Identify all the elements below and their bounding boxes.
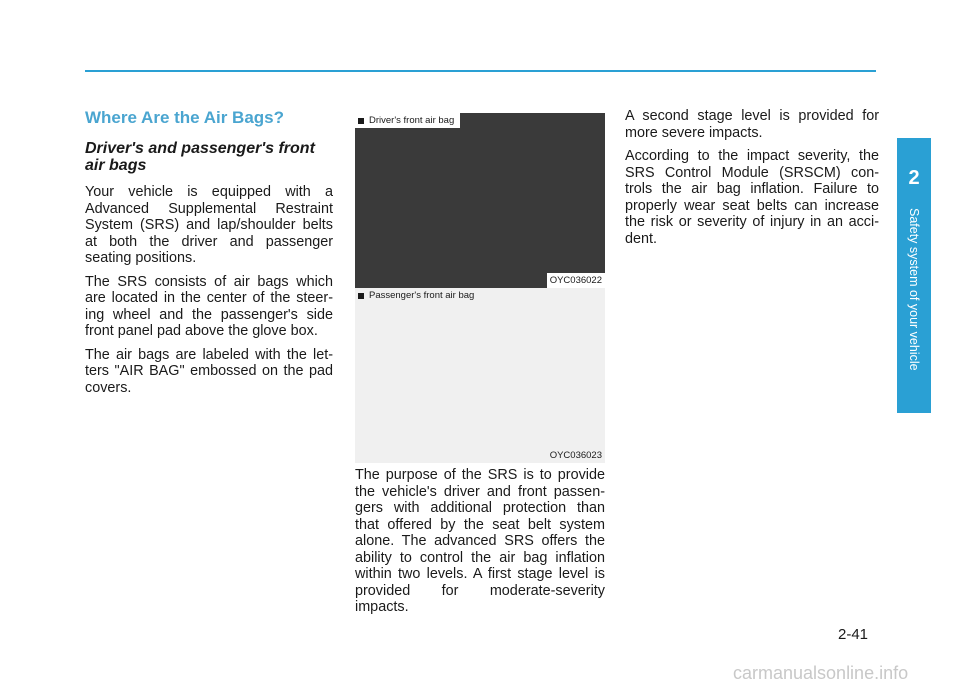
chapter-tab	[897, 138, 931, 413]
square-bullet-icon	[358, 118, 364, 124]
paragraph: The air bags are labeled with the let-ters "AIR BAG" embossed on the pad covers.	[85, 346, 333, 396]
paragraph: The purpose of the SRS is to provide the vehicle's driver and front passen-gers with additional protection than that offered by the seat belt system alone. The advanced SRS offers the ability to control the air bag inflation within two levels. A first stage level is provided for moderate-severity impacts.	[355, 467, 605, 615]
chapter-label-container	[903, 208, 925, 403]
chapter-number: 2	[908, 167, 920, 189]
figure-caption-text: Driver's front air bag	[369, 115, 455, 126]
paragraph: Your vehicle is equipped with a Advanced Supplemental Restraint System (SRS) and lap/shoulder belts at both the driver and passenger seating positions.	[85, 184, 333, 266]
paragraph: The SRS consists of air bags which are located in the center of the steer-ing wheel and the passenger's side front panel pad above the glove box.	[85, 273, 333, 339]
section-heading: Where Are the Air Bags?	[85, 108, 285, 127]
middle-column-text	[355, 467, 605, 623]
figure-code: OYC036023	[547, 448, 605, 463]
right-column	[625, 108, 879, 254]
figure-passenger-air-bag	[355, 288, 605, 463]
chapter-label: Safety system of your vehicle	[907, 208, 921, 371]
figure-driver-air-bag	[355, 113, 605, 288]
paragraph: According to the impact severity, the SRS Control Module (SRSCM) con-trols the air bag inflation. Failure to properly wear seat belts can increase the risk or severity of injury in an acci-dent.	[625, 148, 879, 247]
figure-caption-text: Passenger's front air bag	[369, 290, 475, 301]
paragraph: A second stage level is provided for more severe impacts.	[625, 108, 879, 141]
figure-code: OYC036022	[547, 273, 605, 288]
watermark: carmanualsonline.info	[733, 663, 909, 683]
section-subheading: Driver's and passenger's front air bags	[85, 140, 315, 174]
figure-caption	[355, 113, 460, 128]
square-bullet-icon	[358, 293, 364, 299]
left-column	[85, 108, 333, 403]
figure-caption	[355, 288, 480, 303]
page-number: 2-41	[838, 626, 869, 643]
header-rule	[85, 70, 876, 72]
